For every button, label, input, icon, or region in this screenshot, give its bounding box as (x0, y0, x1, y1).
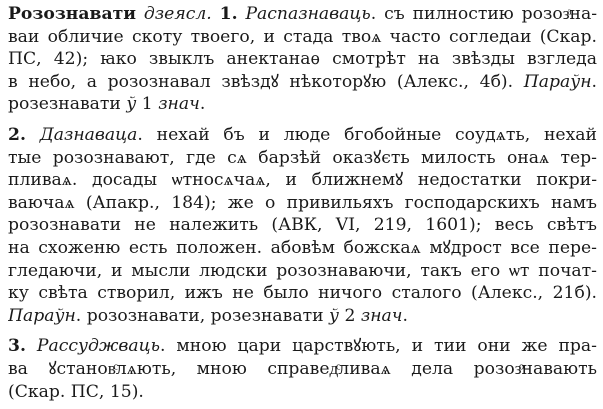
text-run: 1 (136, 94, 159, 115)
text-run: (Скар. ПС, 15). (8, 381, 144, 402)
paragraph-gap (8, 327, 597, 335)
text-run: ПС, 42); ꙗко звыклъ анектанаѳ смотрѣт на звѣзды взгледа (8, 49, 597, 70)
text-line (8, 93, 597, 116)
text-line (8, 192, 597, 215)
text-line (8, 124, 597, 147)
bold-text: 3. (8, 336, 26, 357)
italic-text: Дазнаваца (39, 124, 138, 145)
text-run (136, 4, 144, 24)
italic-text: Распазнаваць (245, 4, 371, 24)
sense-paragraph-2 (8, 124, 597, 327)
text-run: ва ꙋстановͨлѧють, мною справедͨливаѧ дела розозͦнавають (8, 358, 597, 379)
text-run: . розознавати, розезнавати (75, 305, 329, 326)
text-line (8, 169, 597, 192)
text-run (26, 336, 37, 356)
paragraph-gap (8, 116, 597, 124)
text-line (8, 147, 597, 170)
sense-paragraph-3 (8, 335, 597, 403)
text-line (8, 3, 597, 26)
text-line (8, 237, 597, 260)
text-run (26, 125, 40, 145)
text-run: . нехай бъ и люде бгобойные соудѧть, нехай (137, 124, 597, 145)
bold-text: Розознавати (8, 4, 136, 24)
text-run (212, 4, 220, 24)
text-line (8, 335, 597, 358)
text-run: пливаѧ. досады ѡтносѧчаѧ, и ближнемꙋ недостатки покри- (8, 170, 597, 191)
bold-text: 1. (219, 4, 238, 24)
text-line (8, 282, 597, 305)
text-run: . съ пилностию розозͣна- (370, 4, 597, 24)
italic-text: Рассуджваць (36, 336, 160, 357)
italic-text: дзеясл. (143, 4, 212, 24)
text-line (8, 381, 597, 404)
italic-text: знач (158, 94, 200, 115)
italic-text: ў (329, 305, 339, 326)
italic-text: Параўн (8, 305, 76, 326)
text-run: 2 (338, 305, 361, 326)
text-line (8, 214, 597, 237)
text-line (8, 26, 597, 49)
text-run: ваи обличие скоту твоего, и стада твоѧ часто согледаи (Скар. (8, 26, 597, 47)
text-run: . мною цари царствꙋють, и тии они же пра- (159, 336, 597, 357)
sense-paragraph-1 (8, 3, 597, 116)
dictionary-entry (8, 3, 597, 403)
text-run: . (199, 94, 206, 115)
text-run: на схоженю есть положен. абовѣм божскаѧ мꙋдрост все пере- (8, 237, 597, 258)
text-run: ваючаѧ (Апакр., 184); же о привильяхъ господарскихъ намъ (8, 192, 597, 213)
text-run: в небо, а розознавал звѣздꙋ нѣкоторꙋю (Алекс., 4б). (8, 71, 524, 92)
text-line (8, 71, 597, 94)
italic-text: Параўн (523, 71, 592, 92)
italic-text: ў (126, 94, 137, 115)
text-run: . (402, 305, 408, 326)
text-line (8, 260, 597, 283)
text-run: ку свѣта створил, ижъ не было ничого сталого (Алекс., 21б). (8, 283, 597, 304)
text-run: тые розознавают, где сѧ барзѣй оказꙋєть милость онаѧ тер- (8, 147, 597, 168)
text-run: гледаючи, и мысли людски розознаваючи, такъ его ѡт почат- (8, 260, 597, 281)
italic-text: знач (360, 305, 403, 326)
text-run: . (591, 71, 597, 92)
text-line (8, 358, 597, 381)
text-run: розезнавати (8, 94, 127, 115)
bold-text: 2. (8, 124, 26, 145)
text-line (8, 305, 597, 328)
text-line (8, 48, 597, 71)
text-run: розознавати не належить (АВК, VI, 219, 1601); весь свѣтъ (8, 215, 597, 236)
